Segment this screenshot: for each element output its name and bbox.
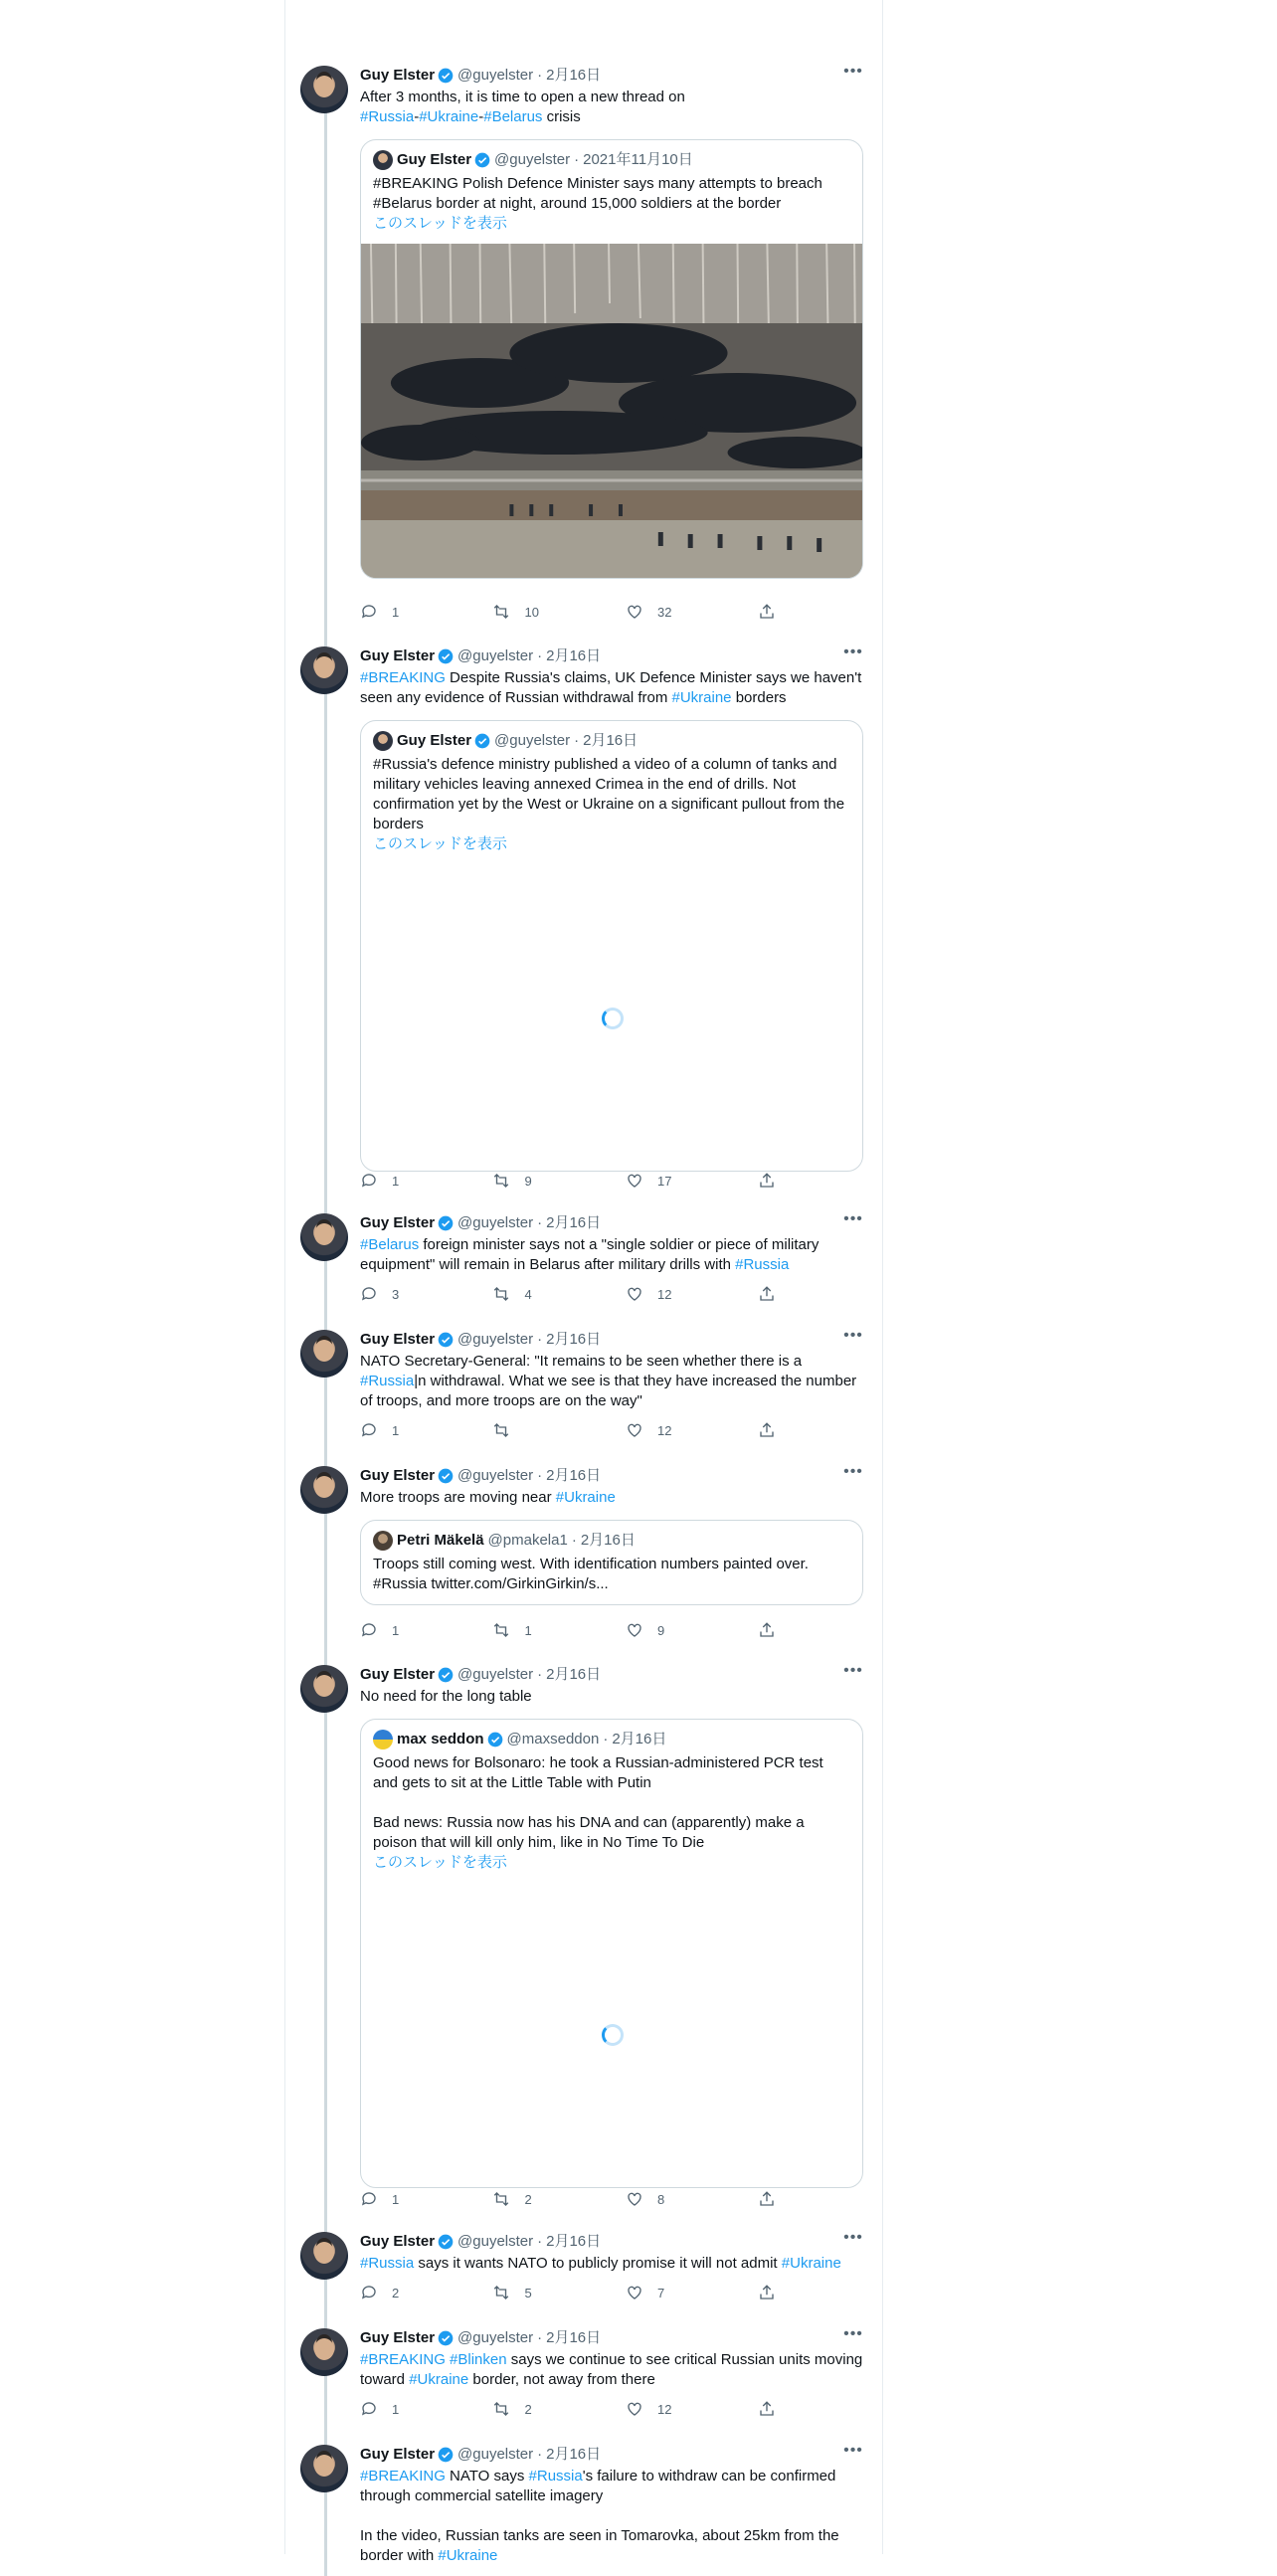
quote-author-handle: @maxseddon <box>506 1731 600 1748</box>
author-name[interactable]: Guy Elster <box>360 1666 436 1683</box>
avatar[interactable] <box>300 1466 348 1514</box>
retweet-button[interactable] <box>492 2284 625 2301</box>
hashtag-link[interactable]: #Ukraine <box>671 689 732 706</box>
separator: · <box>537 1331 543 1348</box>
more-options-icon[interactable]: ••• <box>843 63 863 80</box>
avatar[interactable] <box>300 2328 348 2376</box>
quote-date: 2月16日 <box>583 732 638 749</box>
tweet-text <box>360 1687 863 1707</box>
tweet-actions <box>360 2284 798 2301</box>
more-options-icon[interactable]: ••• <box>843 1463 863 1480</box>
quote-avatar <box>373 150 393 170</box>
heart-icon <box>626 2190 643 2208</box>
author-name[interactable]: Guy Elster <box>360 2446 436 2463</box>
hashtag-link[interactable]: #Blinken <box>450 2351 507 2368</box>
quote-text: #Russia's defence ministry published a video of a column of tanks and military vehicles leaving annexed Crimea in the end of drills. Not confirmation yet by the West or Ukraine on a significant pullout from the borders <box>373 756 849 832</box>
hashtag-link[interactable]: #Russia <box>360 2255 415 2272</box>
tweet-text-run: NATO says <box>445 2468 529 2484</box>
separator: · <box>537 2329 543 2346</box>
tweet-text-run: NATO Secretary-General: "It remains to be seen whether there is a <box>360 1353 803 1370</box>
loading-spinner <box>602 2024 624 2046</box>
author-handle: @guyelster <box>457 2233 534 2250</box>
tweet-text <box>360 1352 863 1411</box>
separator: · <box>603 1731 609 1748</box>
quote-text: #BREAKING Polish Defence Minister says many attempts to breach #Belarus border at night, around 15,000 soldiers at the border <box>373 175 827 212</box>
reply-button[interactable] <box>360 2284 492 2301</box>
retweet-count: 9 <box>524 1173 532 1189</box>
tweet-actions <box>360 1172 798 1190</box>
heart-icon <box>626 1172 643 1190</box>
like-count: 12 <box>656 1422 672 1438</box>
reply-button[interactable] <box>360 1172 492 1190</box>
more-options-icon[interactable]: ••• <box>843 2325 863 2342</box>
retweet-button[interactable] <box>492 1421 625 1439</box>
tweet-actions <box>360 1621 798 1639</box>
avatar[interactable] <box>300 2232 348 2280</box>
separator: · <box>537 1467 543 1484</box>
border-crowd-image <box>361 244 862 578</box>
verified-icon <box>474 152 490 168</box>
tweet-header <box>360 2442 863 2465</box>
like-button[interactable] <box>626 1172 758 1190</box>
quote-author-name: Guy Elster <box>397 151 472 168</box>
retweet-icon <box>492 2400 510 2418</box>
author-handle: @guyelster <box>457 1331 534 1348</box>
heart-icon <box>626 1621 643 1639</box>
show-thread-link[interactable]: このスレッドを表示 <box>373 215 507 232</box>
separator: · <box>571 1532 577 1549</box>
heart-icon <box>626 1285 643 1303</box>
quote-date: 2月16日 <box>612 1731 667 1748</box>
author-name[interactable]: Guy Elster <box>360 1331 436 1348</box>
like-button[interactable] <box>626 1421 758 1439</box>
author-handle: @guyelster <box>457 1666 534 1683</box>
share-icon <box>758 1285 776 1303</box>
hashtag-link[interactable]: #Russia <box>360 1373 415 1389</box>
verified-icon <box>438 2447 454 2463</box>
author-name[interactable]: Guy Elster <box>360 1214 436 1231</box>
tweet-text-run: says it wants NATO to publicly promise it will not admit <box>414 2255 782 2272</box>
hashtag-link[interactable]: #Russia <box>735 1256 790 1273</box>
like-button[interactable] <box>626 1285 758 1303</box>
quote-text: Troops still coming west. With identification numbers painted over. #Russia twitter.com/GirkinGirkin/s... <box>373 1556 809 1592</box>
share-button[interactable] <box>758 1285 798 1303</box>
tweet-text-run: 's failure to withdraw can be confirmed through commercial satellite imagery In the video, Russian tanks are seen in Tomarovka, about 25km from the border with <box>360 2468 839 2564</box>
tweet-text <box>360 1488 863 1508</box>
quote-author-handle: @guyelster <box>494 732 571 749</box>
reply-icon <box>360 2400 378 2418</box>
quote-avatar <box>373 1730 393 1749</box>
retweet-count: 10 <box>524 604 539 620</box>
quote-author-name: Petri Mäkelä <box>397 1532 484 1549</box>
author-handle: @guyelster <box>457 2329 534 2346</box>
tweet-actions <box>360 603 798 621</box>
hashtag-link[interactable]: #Ukraine <box>555 1489 616 1506</box>
more-options-icon[interactable]: ••• <box>843 1327 863 1344</box>
like-count: 12 <box>656 1286 672 1302</box>
tweet-header <box>360 2229 863 2252</box>
reply-count: 2 <box>392 2285 400 2300</box>
avatar[interactable] <box>300 66 348 113</box>
share-button[interactable] <box>758 603 798 621</box>
reply-icon <box>360 1421 378 1439</box>
quote-avatar <box>373 1531 393 1551</box>
verified-icon <box>487 1732 503 1748</box>
hashtag-link[interactable]: #Belarus <box>483 108 543 125</box>
author-handle: @guyelster <box>457 1214 534 1231</box>
like-button[interactable] <box>626 2284 758 2301</box>
like-count: 8 <box>656 2191 665 2207</box>
separator: · <box>537 1214 543 1231</box>
reply-button[interactable] <box>360 2190 492 2208</box>
tweet-date[interactable]: 2月16日 <box>546 2233 602 2250</box>
retweet-icon <box>492 1621 510 1639</box>
tweet-actions <box>360 1421 798 1439</box>
avatar[interactable] <box>300 1665 348 1713</box>
retweet-button[interactable] <box>492 1621 625 1639</box>
tweet-date[interactable]: 2月16日 <box>546 1666 602 1683</box>
avatar[interactable] <box>300 2445 348 2492</box>
tweet-date[interactable]: 2月16日 <box>546 2446 602 2463</box>
tweet-text-run: border, not away from there <box>468 2371 655 2388</box>
retweet-icon <box>492 1285 510 1303</box>
like-count: 17 <box>656 1173 672 1189</box>
share-button[interactable] <box>758 2400 798 2418</box>
tweet-text <box>360 88 863 127</box>
reply-count: 1 <box>392 2401 400 2417</box>
tweet-text <box>360 2467 863 2566</box>
tweet-header <box>360 1662 863 1685</box>
share-button[interactable] <box>758 1172 798 1190</box>
share-icon <box>758 1421 776 1439</box>
retweet-icon <box>492 2284 510 2301</box>
verified-icon <box>438 2330 454 2346</box>
verified-icon <box>438 1468 454 1484</box>
verified-icon <box>474 733 490 749</box>
hashtag-link[interactable]: #Ukraine <box>419 108 479 125</box>
tweet-text-run: |n withdrawal. What we see is that they have increased the number of troops, and more troops are on the way" <box>360 1373 861 1409</box>
retweet-button[interactable] <box>492 2400 625 2418</box>
like-button[interactable] <box>626 603 758 621</box>
tweet-text-run: After 3 months, it is time to open a new thread on <box>360 89 685 105</box>
retweet-count: 5 <box>524 2285 532 2300</box>
tweet-text-run: More troops are moving near <box>360 1489 556 1506</box>
tweet-actions <box>360 1285 798 1303</box>
tweet-date[interactable]: 2月16日 <box>546 2329 602 2346</box>
heart-icon <box>626 2400 643 2418</box>
reply-icon <box>360 1172 378 1190</box>
tweet-text-run: crisis <box>542 108 581 125</box>
share-button[interactable] <box>758 2284 798 2301</box>
hashtag-link[interactable]: #Ukraine <box>781 2255 841 2272</box>
reply-count: 3 <box>392 1286 400 1302</box>
like-count: 7 <box>656 2285 665 2300</box>
quoted-tweet[interactable] <box>360 1520 863 1605</box>
separator: · <box>537 1666 543 1683</box>
author-handle: @guyelster <box>457 1467 534 1484</box>
like-button[interactable] <box>626 2190 758 2208</box>
tweet-date[interactable]: 2月16日 <box>546 1467 602 1484</box>
heart-icon <box>626 1421 643 1439</box>
tweet-text-run: - <box>478 108 484 125</box>
hashtag-link[interactable]: #Russia <box>528 2468 583 2484</box>
retweet-icon <box>492 1421 510 1439</box>
quote-author-name: max seddon <box>397 1731 484 1748</box>
author-name[interactable]: Guy Elster <box>360 1467 436 1484</box>
reply-button[interactable] <box>360 1285 492 1303</box>
like-count: 9 <box>656 1622 665 1638</box>
reply-icon <box>360 2190 378 2208</box>
reply-button[interactable] <box>360 603 492 621</box>
reply-button[interactable] <box>360 2400 492 2418</box>
tweet-header <box>360 2325 863 2348</box>
like-count: 12 <box>656 2401 672 2417</box>
retweet-icon <box>492 2190 510 2208</box>
quote-text: Good news for Bolsonaro: he took a Russian-administered PCR test and gets to sit at the Little Table with Putin Bad news: Russia now has his DNA and can (apparently) make a poison that will kill only him, like in No Time To Die <box>373 1754 823 1851</box>
quoted-tweet[interactable] <box>360 720 863 1172</box>
like-button[interactable] <box>626 1621 758 1639</box>
separator: · <box>574 732 580 749</box>
quote-avatar <box>373 731 393 751</box>
tweet-text <box>360 2254 863 2274</box>
avatar[interactable] <box>300 1330 348 1378</box>
tweet-date[interactable]: 2月16日 <box>546 1331 602 1348</box>
retweet-icon <box>492 603 510 621</box>
hashtag-link[interactable]: #Belarus <box>360 1236 420 1253</box>
share-icon <box>758 603 776 621</box>
tweet-text-run: borders <box>731 689 787 706</box>
author-name[interactable]: Guy Elster <box>360 67 436 84</box>
author-handle: @guyelster <box>457 647 534 664</box>
verified-icon <box>438 1667 454 1683</box>
heart-icon <box>626 603 643 621</box>
reply-button[interactable] <box>360 1621 492 1639</box>
tweet-text-run: says we continue to see critical Russian units moving toward <box>360 2351 867 2388</box>
share-icon <box>758 2190 776 2208</box>
loading-spinner <box>602 1008 624 1029</box>
hashtag-link[interactable]: #Ukraine <box>409 2371 469 2388</box>
tweet-text <box>360 1235 863 1275</box>
like-count: 32 <box>656 604 672 620</box>
author-name[interactable]: Guy Elster <box>360 647 436 664</box>
quote-author-name: Guy Elster <box>397 732 472 749</box>
tweet-header <box>360 646 863 666</box>
quoted-tweet[interactable] <box>360 139 863 579</box>
show-thread-link[interactable]: このスレッドを表示 <box>373 835 507 852</box>
tweet-header <box>360 1463 863 1486</box>
heart-icon <box>626 2284 643 2301</box>
retweet-icon <box>492 1172 510 1190</box>
tweet-date[interactable]: 2月16日 <box>546 647 602 664</box>
retweet-count: 2 <box>524 2401 532 2417</box>
tweet-date[interactable]: 2月16日 <box>546 1214 602 1231</box>
share-icon <box>758 1621 776 1639</box>
separator: · <box>537 67 543 84</box>
show-thread-link[interactable]: このスレッドを表示 <box>373 1854 507 1871</box>
retweet-count: 2 <box>524 2191 532 2207</box>
author-name[interactable]: Guy Elster <box>360 2329 436 2346</box>
author-handle: @guyelster <box>457 2446 534 2463</box>
like-button[interactable] <box>626 2400 758 2418</box>
hashtag-link[interactable]: #BREAKING <box>360 669 446 686</box>
tweet-header <box>360 63 863 86</box>
share-icon <box>758 2284 776 2301</box>
tweet-actions <box>360 2190 798 2208</box>
more-options-icon[interactable]: ••• <box>843 1662 863 1679</box>
tweet-text-run: Despite Russia's claims, UK Defence Minister says we haven't seen any evidence of Russian withdrawal from <box>360 669 866 706</box>
tweet-text-run: - <box>414 108 420 125</box>
separator: · <box>537 2233 543 2250</box>
retweet-button[interactable] <box>492 603 625 621</box>
reply-icon <box>360 603 378 621</box>
reply-icon <box>360 2284 378 2301</box>
more-options-icon[interactable]: ••• <box>843 1210 863 1227</box>
reply-count: 1 <box>392 1173 400 1189</box>
author-name[interactable]: Guy Elster <box>360 2233 436 2250</box>
share-button[interactable] <box>758 2190 798 2208</box>
separator: · <box>537 647 543 664</box>
more-options-icon[interactable]: ••• <box>843 2442 863 2459</box>
verified-icon <box>438 2234 454 2250</box>
tweet-text-run: No need for the long table <box>360 1688 532 1705</box>
share-icon <box>758 2400 776 2418</box>
share-button[interactable] <box>758 1421 798 1439</box>
hashtag-link[interactable]: #BREAKING <box>360 2468 446 2484</box>
tweet-text <box>360 2350 867 2390</box>
hashtag-link[interactable]: #BREAKING <box>360 2351 446 2368</box>
hashtag-link[interactable]: #Ukraine <box>438 2547 498 2564</box>
reply-count: 1 <box>392 1622 400 1638</box>
tweet-header <box>360 1210 863 1233</box>
more-options-icon[interactable]: ••• <box>843 2229 863 2246</box>
quote-author-handle: @guyelster <box>494 151 571 168</box>
reply-icon <box>360 1285 378 1303</box>
verified-icon <box>438 648 454 664</box>
share-button[interactable] <box>758 1621 798 1639</box>
reply-icon <box>360 1621 378 1639</box>
more-options-icon[interactable]: ••• <box>843 644 863 660</box>
reply-button[interactable] <box>360 1421 492 1439</box>
tweet-header <box>360 1327 863 1350</box>
separator: · <box>574 151 580 168</box>
quote-author-handle: @pmakela1 <box>487 1532 568 1549</box>
avatar[interactable] <box>300 646 348 694</box>
avatar[interactable] <box>300 1213 348 1261</box>
reply-count: 1 <box>392 2191 400 2207</box>
quoted-tweet[interactable] <box>360 1719 863 2188</box>
share-icon <box>758 1172 776 1190</box>
tweet-actions <box>360 2400 798 2418</box>
verified-icon <box>438 68 454 84</box>
tweet-date[interactable]: 2月16日 <box>546 67 602 84</box>
separator: · <box>537 2446 543 2463</box>
retweet-button[interactable] <box>492 2190 625 2208</box>
quote-photo[interactable] <box>361 244 862 578</box>
reply-count: 1 <box>392 604 400 620</box>
hashtag-link[interactable]: #Russia <box>360 108 415 125</box>
retweet-button[interactable] <box>492 1285 625 1303</box>
quote-date: 2021年11月10日 <box>583 151 693 168</box>
reply-count: 1 <box>392 1422 400 1438</box>
verified-icon <box>438 1332 454 1348</box>
retweet-count: 1 <box>524 1622 532 1638</box>
retweet-count: 4 <box>524 1286 532 1302</box>
quote-date: 2月16日 <box>580 1532 636 1549</box>
tweet-text-run: foreign minister says not a "single soldier or piece of military equipment" will remain in Belarus after military drills with <box>360 1236 823 1273</box>
author-handle: @guyelster <box>457 67 534 84</box>
retweet-button[interactable] <box>492 1172 625 1190</box>
tweet-text <box>360 668 866 708</box>
verified-icon <box>438 1215 454 1231</box>
